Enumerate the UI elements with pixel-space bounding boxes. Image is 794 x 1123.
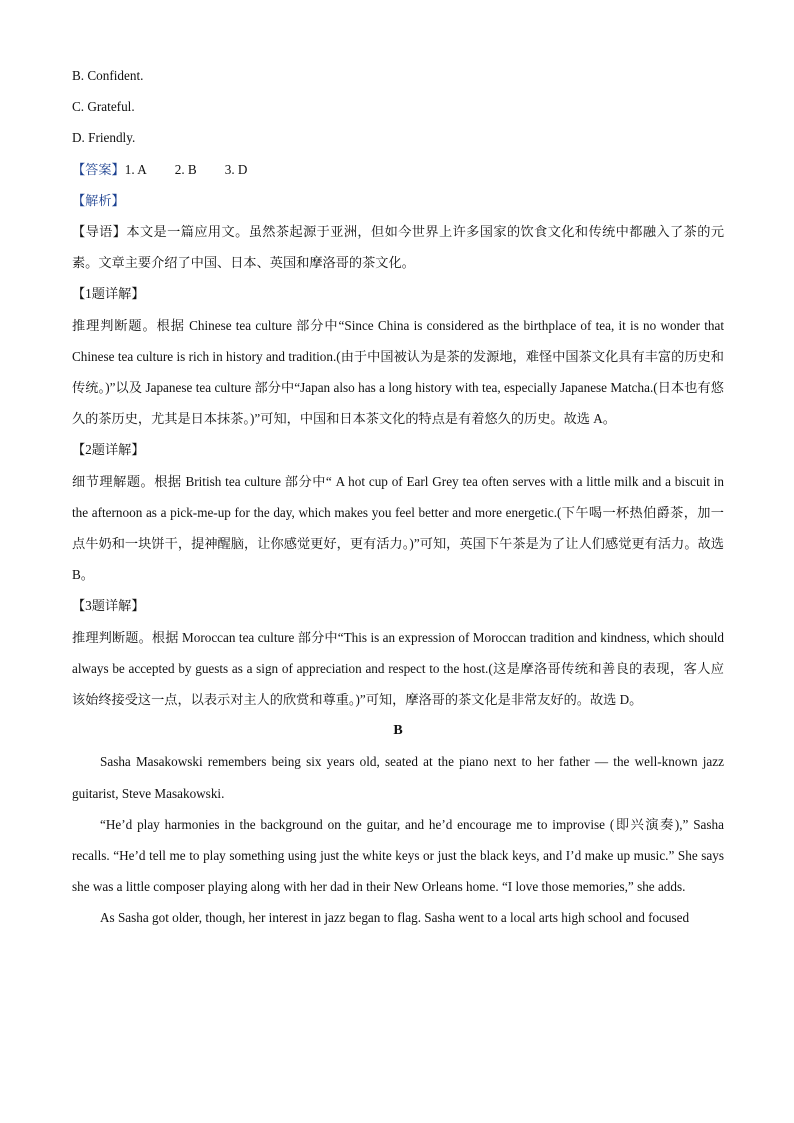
- section-b-title: B: [393, 723, 403, 739]
- intro-paragraph: [72, 216, 724, 278]
- section-b-paragraph-1: Sasha Masakowski remembers being six years old, seated at the piano next to her father — the well-known jazz guitarist, Steve Masakowski.: [72, 754, 724, 801]
- q1-title: 【1题详解】: [72, 286, 145, 302]
- answer-item-1: 1. A: [124, 161, 147, 177]
- q2-explanation: 细节理解题。根据 British tea culture 部分中“ A hot cup of Earl Grey tea often serves with a little milk and a biscuit in the afternoon as a pick-me-up for the day, which makes you feel better and more energetic.(下午喝一杯热伯爵茶，加一点牛奶和一块饼干，提神醒脑，让你感觉更好，更有活力。)”可知，英国下午茶是为了让人们感觉更有活力。故选 B。: [72, 473, 724, 583]
- q1-explanation: 推理判断题。根据 Chinese tea culture 部分中“Since China is considered as the birthplace of tea, it is no wonder that Chinese tea culture is rich in history and tradition.(由于中国被认为是茶的发源地，难怪中国茶文化具有丰富的历史和传统。)”以及 Japanese tea culture 部分中“Japan also has a long history with tea, especially Japanese Matcha.(日本也有悠久的茶历史，尤其是日本抹茶。)”可知，中国和日本茶文化的特点是有着悠久的历史。故选 A。: [72, 317, 724, 427]
- intro-text: 本文是一篇应用文。虽然茶起源于亚洲，但如今世界上许多国家的饮食文化和传统中都融入了茶的元素。文章主要介绍了中国、日本、英国和摩洛哥的茶文化。: [72, 224, 725, 271]
- option-b: B. Confident.: [72, 68, 144, 83]
- intro-tag: 【导语】: [72, 224, 127, 240]
- section-b-paragraph-3: As Sasha got older, though, her interest in jazz began to flag. Sasha went to a local arts high school and focused: [100, 910, 690, 926]
- document-content: [72, 60, 724, 934]
- option-d: D. Friendly.: [72, 130, 136, 146]
- section-b-paragraph-2: “He’d play harmonies in the background on the guitar, and he’d encourage me to improvise (即兴演奏),” Sasha recalls. “He’d tell me to play something using just the white keys or just the black keys, and I’d make up music.” She says she was a little composer playing along with her dad in their New Orleans home. “I love those memories,” she adds.: [72, 816, 724, 895]
- q3-explanation: 推理判断题。根据 Moroccan tea culture 部分中“This is an expression of Moroccan tradition and kindness, which should always be accepted by guests as a sign of appreciation and respect to the host.(这是摩洛哥传统和善良的表现，客人应该始终接受这一点，以表示对主人的欣赏和尊重。)”可知，摩洛哥的茶文化是非常友好的。故选 D。: [72, 629, 724, 708]
- q3-title: 【3题详解】: [72, 598, 145, 614]
- answer-line: [72, 154, 724, 185]
- answer-item-2: 2. B: [174, 161, 197, 177]
- analysis-tag: 【解析】: [72, 192, 125, 208]
- option-c: C. Grateful.: [72, 99, 135, 115]
- q2-title: 【2题详解】: [72, 442, 145, 458]
- answer-item-3: 3. D: [224, 161, 248, 177]
- answer-tag: 【答案】: [72, 161, 125, 177]
